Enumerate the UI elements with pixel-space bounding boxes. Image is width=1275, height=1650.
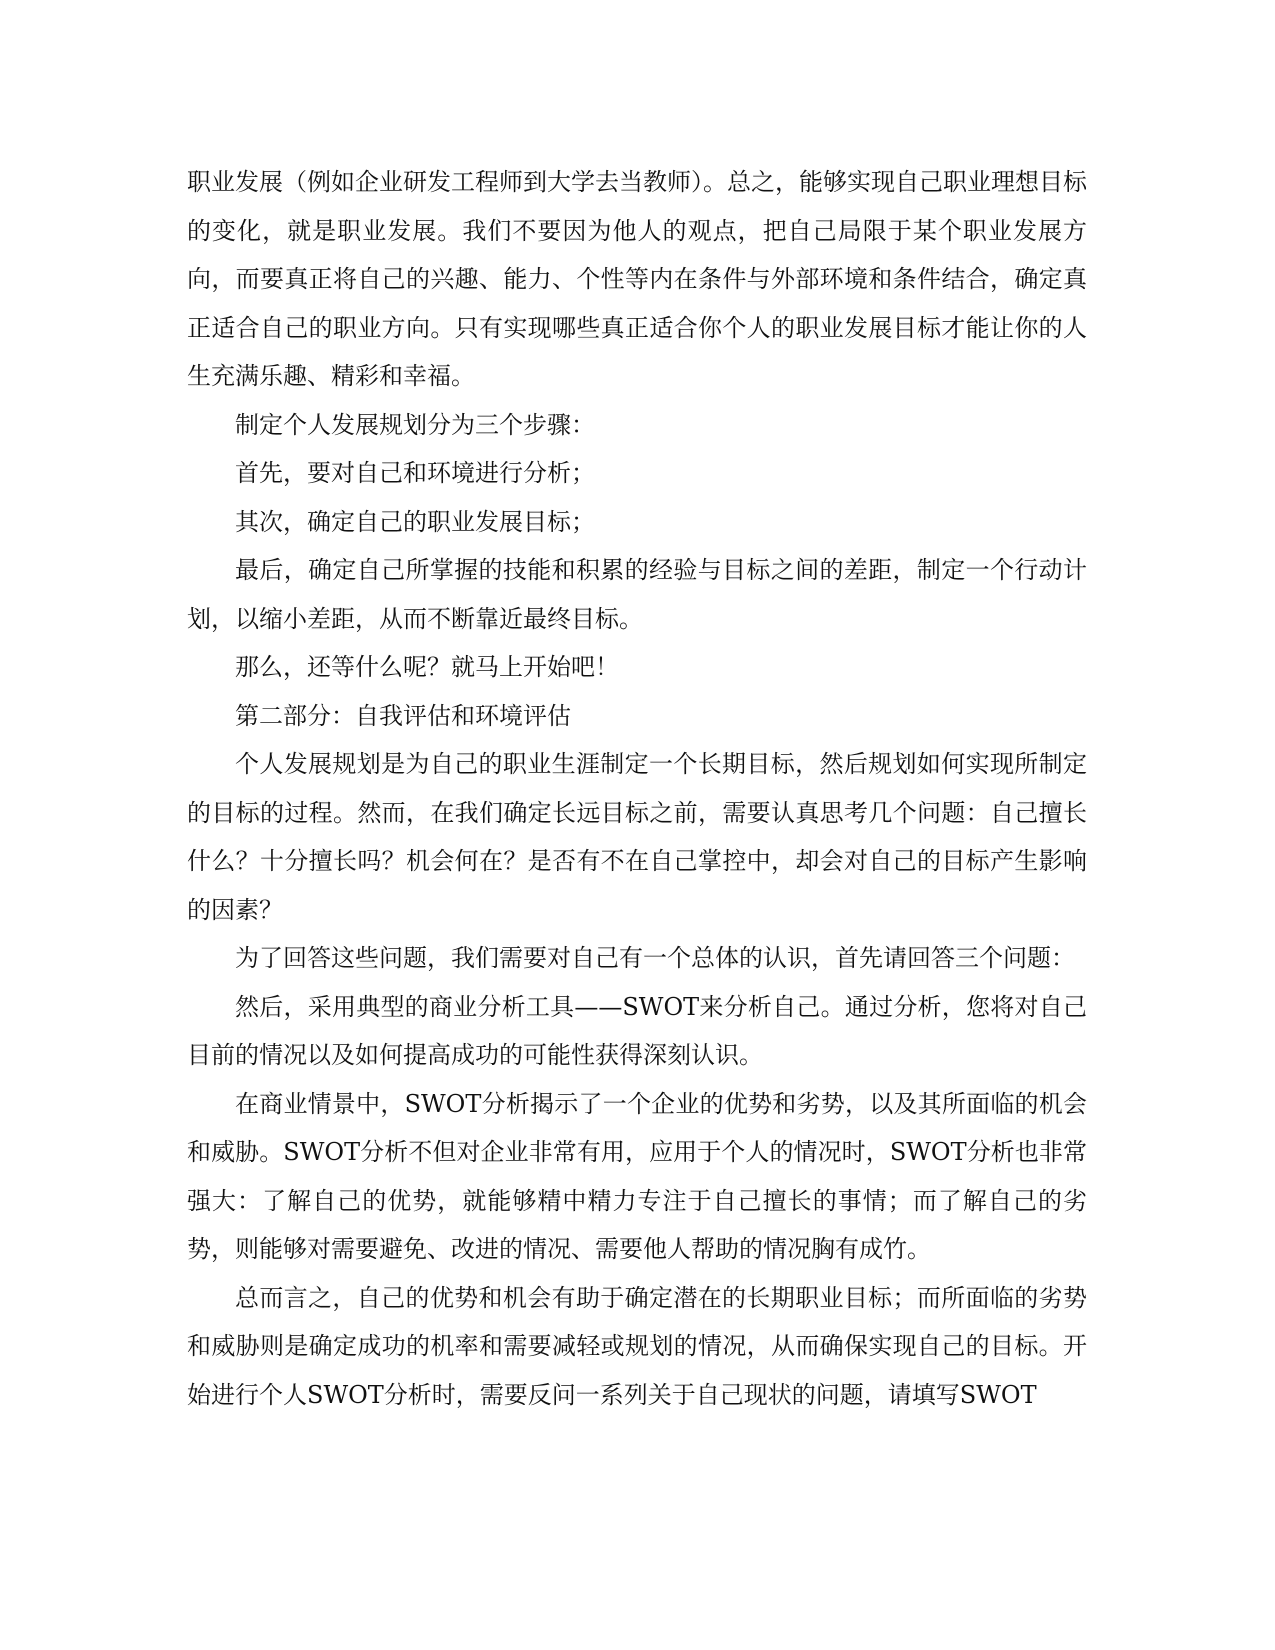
section-heading-part-two: 第二部分：自我评估和环境评估 [235, 701, 571, 730]
paragraph-get-started: 那么，还等什么呢？就马上开始吧！ [235, 653, 619, 681]
paragraph-career-development: 职业发展（例如企业研发工程师到大学去当教师）。总之，能够实现自己职业理想目标的变化，就是职业发展。我们不要因为他人的观点，把自己局限于某个职业发展方向，而要真正将自己的兴趣、能力、个性等内在条件与外部环境和条件结合，确定真正适合自己的职业方向。只有实现哪些真正适合你个人的职业发展目标才能让你的人生充满乐趣、精彩和幸福。 [187, 168, 1087, 390]
paragraph-step-first: 首先，要对自己和环境进行分析； [235, 459, 595, 487]
paragraph-development-plan: 个人发展规划是为自己的职业生涯制定一个长期目标，然后规划如何实现所制定的目标的过程。然而，在我们确定长远目标之前，需要认真思考几个问题：自己擅长什么？十分擅长吗？机会何在？是否有不在自己掌控中，却会对自己的目标产生影响的因素？ [187, 750, 1087, 924]
document-body [187, 158, 1087, 1419]
paragraph-step-second: 其次，确定自己的职业发展目标； [235, 507, 595, 536]
paragraph-three-steps-intro: 制定个人发展规划分为三个步骤： [235, 410, 595, 439]
paragraph-three-questions: 为了回答这些问题，我们需要对自己有一个总体的认识，首先请回答三个问题： [235, 944, 1075, 972]
paragraph-swot-intro: 然后，采用典型的商业分析工具——SWOT来分析自己。通过分析，您将对自己目前的情况以及如何提高成功的可能性获得深刻认识。 [187, 992, 1087, 1069]
paragraph-step-last: 最后，确定自己所掌握的技能和积累的经验与目标之间的差距，制定一个行动计划，以缩小差距，从而不断靠近最终目标。 [187, 556, 1087, 633]
paragraph-swot-summary: 总而言之，自己的优势和机会有助于确定潜在的长期职业目标；而所面临的劣势和威胁则是确定成功的机率和需要减轻或规划的情况，从而确保实现自己的目标。开始进行个人SWOT分析时，需要反问一系列关于自己现状的问题，请填写SWOT [187, 1283, 1087, 1409]
paragraph-swot-business: 在商业情景中，SWOT分析揭示了一个企业的优势和劣势，以及其所面临的机会和威胁。SWOT分析不但对企业非常有用，应用于个人的情况时，SWOT分析也非常强大：了解自己的优势，就能够精中精力专注于自己擅长的事情；而了解自己的劣势，则能够对需要避免、改进的情况、需要他人帮助的情况胸有成竹。 [187, 1089, 1087, 1263]
